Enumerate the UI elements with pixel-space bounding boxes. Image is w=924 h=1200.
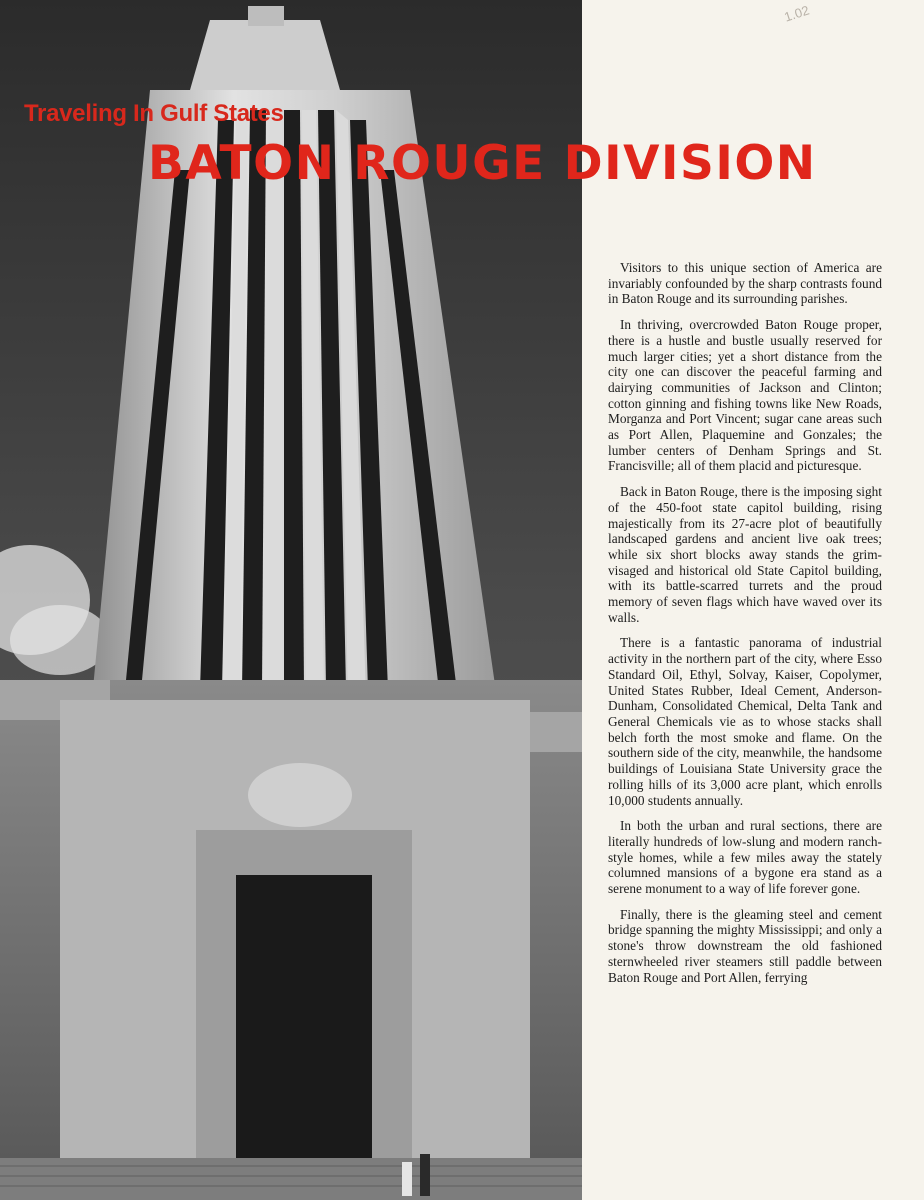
page-title: BATON ROUGE DIVISION xyxy=(148,136,817,191)
section-kicker: Traveling In Gulf States xyxy=(24,100,284,127)
article-paragraph: In thriving, overcrowded Baton Rouge proper, there is a hustle and bustle usually reserved for much larger cities; yet a short distance from the city one can discover the peaceful farming and dairying communities of Jackson and Clinton; cotton ginning and fishing towns like New Roads, Morganza and Port Vincent; sugar cane areas such as Port Allen, Plaquemine and Gonzales; the lumber centers of Denham Springs and St. Francisville; all of them placid and picturesque. xyxy=(608,317,882,474)
article-paragraph: Finally, there is the gleaming steel and cement bridge spanning the mighty Mississippi; and only a stone's throw downstream the old fashioned sternwheeled river steamers still paddle between Baton Rouge and Port Allen, ferrying xyxy=(608,906,882,985)
article-paragraph: In both the urban and rural sections, there are literally hundreds of low-slung and modern ranch-style homes, while a few miles away the stately columned mansions of a bygone era stand as a serene monument to a way of life forever gone. xyxy=(608,818,882,897)
article-paragraph: Back in Baton Rouge, there is the imposing sight of the 450-foot state capitol building, rising majestically from its 27-acre plot of beautifully landscaped gardens and ancient live oak trees; while six short blocks away stands the grim-visaged and historical old State Capitol building, with its battle-scarred turrets and the proud memory of seven flags which have waved over its walls. xyxy=(608,484,882,625)
corner-mark: 1.02 xyxy=(782,2,812,25)
article-paragraph: Visitors to this unique section of America are invariably confounded by the sharp contrasts found in Baton Rouge and its surrounding parishes. xyxy=(608,260,882,307)
article-paragraph: There is a fantastic panorama of industrial activity in the northern part of the city, where Esso Standard Oil, Ethyl, Solvay, Kaiser, Copolymer, United States Rubber, Ideal Cement, Anderson-Dunham, Consolidated Chemical, Delta Tank and General Chemicals vie as to whose stacks shall belch forth the most smoke and flame. On the southern side of the city, meanwhile, the handsome buildings of Louisiana State University grace the rolling hills of its 3,000 acre plant, which enrolls 10,000 students annually. xyxy=(608,635,882,808)
article-body xyxy=(608,260,882,995)
